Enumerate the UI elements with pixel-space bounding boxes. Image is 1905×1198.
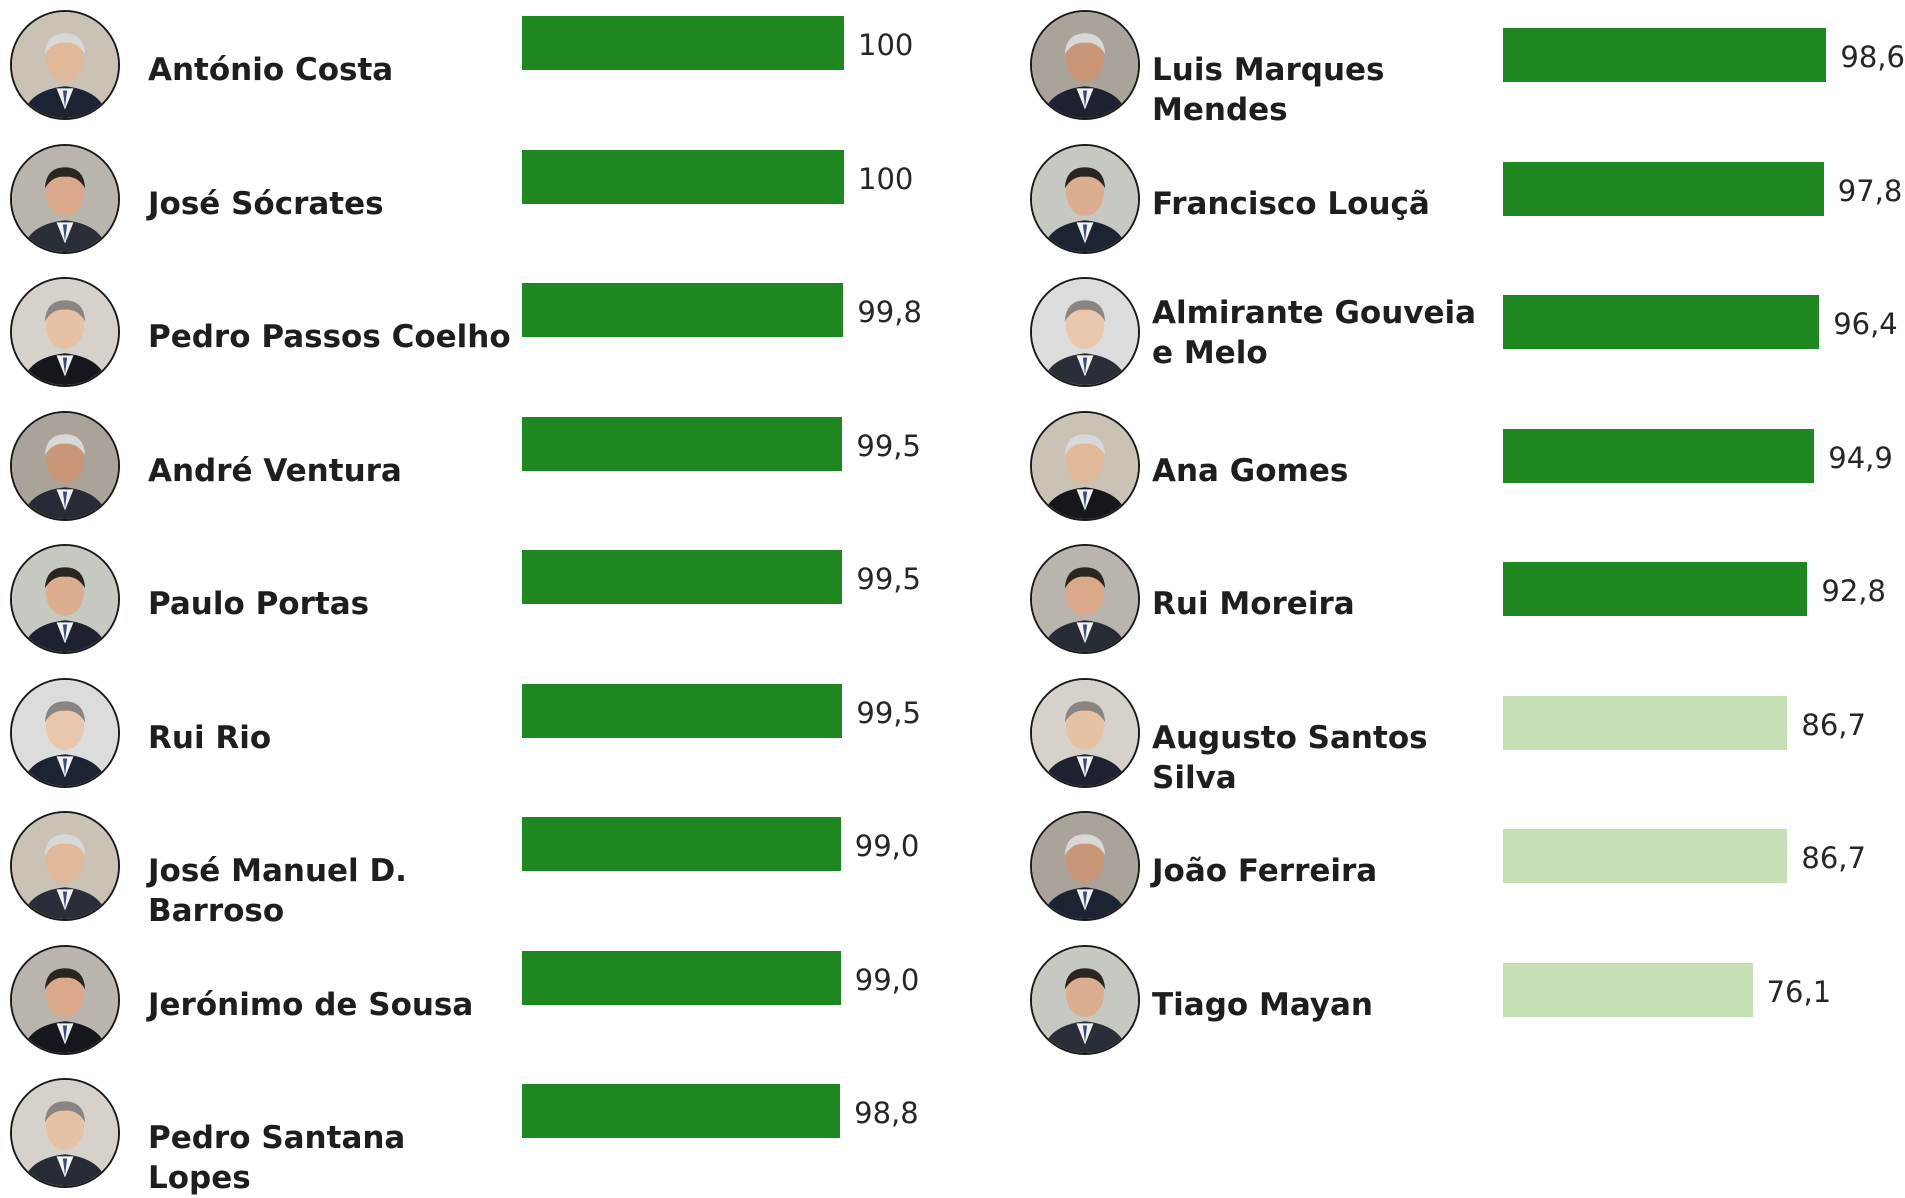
person-photo — [1030, 945, 1140, 1055]
bar — [522, 817, 841, 871]
category-label: Pedro Passos Coelho — [148, 319, 511, 355]
bar — [1503, 429, 1814, 483]
data-label: 99,5 — [856, 428, 921, 463]
category-label: Ana Gomes — [1152, 452, 1349, 489]
category-label: Jerónimo de Sousa — [148, 986, 474, 1023]
bar — [1503, 295, 1819, 349]
person-photo — [10, 945, 120, 1055]
category-label: Luis Marques Mendes — [1152, 52, 1385, 128]
bar — [522, 550, 842, 604]
category-label: Paulo Portas — [148, 586, 370, 622]
bar — [522, 1084, 840, 1138]
category-label: José Sócrates — [148, 185, 384, 222]
data-label: 99,5 — [856, 562, 921, 596]
person-photo — [1030, 544, 1140, 654]
category-label: Francisco Louçã — [1152, 185, 1430, 222]
person-photo — [10, 544, 120, 654]
person-photo — [10, 411, 120, 521]
bar — [522, 951, 841, 1005]
data-label: 86,7 — [1801, 707, 1866, 742]
data-label: 76,1 — [1766, 974, 1832, 1009]
person-photo — [10, 144, 120, 254]
data-label: 100 — [858, 28, 914, 62]
person-photo — [10, 678, 120, 788]
person-photo — [10, 10, 120, 120]
data-label: 92,8 — [1821, 574, 1886, 608]
person-photo — [1030, 277, 1140, 387]
bar — [522, 684, 842, 738]
person-photo — [1030, 144, 1140, 254]
category-label: André Ventura — [148, 452, 402, 489]
person-photo — [1030, 10, 1140, 120]
category-label: Almirante Gouveia e Melo — [1152, 295, 1477, 371]
category-label: Tiago Mayan — [1152, 986, 1373, 1023]
data-label: 100 — [858, 161, 914, 196]
category-label: Pedro Santana Lopes — [148, 1120, 406, 1196]
person-photo — [10, 811, 120, 921]
bar — [1503, 963, 1753, 1017]
category-label: António Costa — [148, 52, 394, 88]
bar — [522, 16, 844, 70]
data-label: 99,8 — [857, 295, 922, 329]
bar — [522, 150, 844, 204]
data-label: 98,6 — [1840, 40, 1905, 74]
bar — [1503, 162, 1824, 216]
category-label: José Manuel D. Barroso — [148, 853, 407, 929]
bar — [1503, 829, 1787, 883]
bar — [522, 283, 843, 337]
person-photo — [1030, 411, 1140, 521]
bar — [522, 417, 842, 471]
data-label: 98,8 — [854, 1096, 919, 1130]
bar — [1503, 562, 1807, 616]
bar — [1503, 696, 1787, 750]
category-label: Augusto Santos Silva — [1152, 719, 1428, 796]
person-photo — [1030, 811, 1140, 921]
person-photo — [1030, 678, 1140, 788]
data-label: 97,8 — [1837, 173, 1903, 208]
data-label: 99,0 — [854, 829, 920, 863]
person-photo — [10, 277, 120, 387]
category-label: Rui Rio — [148, 719, 272, 756]
data-label: 94,9 — [1828, 440, 1893, 475]
data-label: 99,5 — [856, 695, 921, 730]
category-label: Rui Moreira — [1152, 586, 1355, 622]
person-photo — [10, 1078, 120, 1188]
data-label: 86,7 — [1801, 841, 1866, 875]
category-label: João Ferreira — [1152, 853, 1378, 889]
bar — [1503, 28, 1826, 82]
data-label: 99,0 — [854, 962, 920, 997]
data-label: 96,4 — [1833, 307, 1898, 341]
